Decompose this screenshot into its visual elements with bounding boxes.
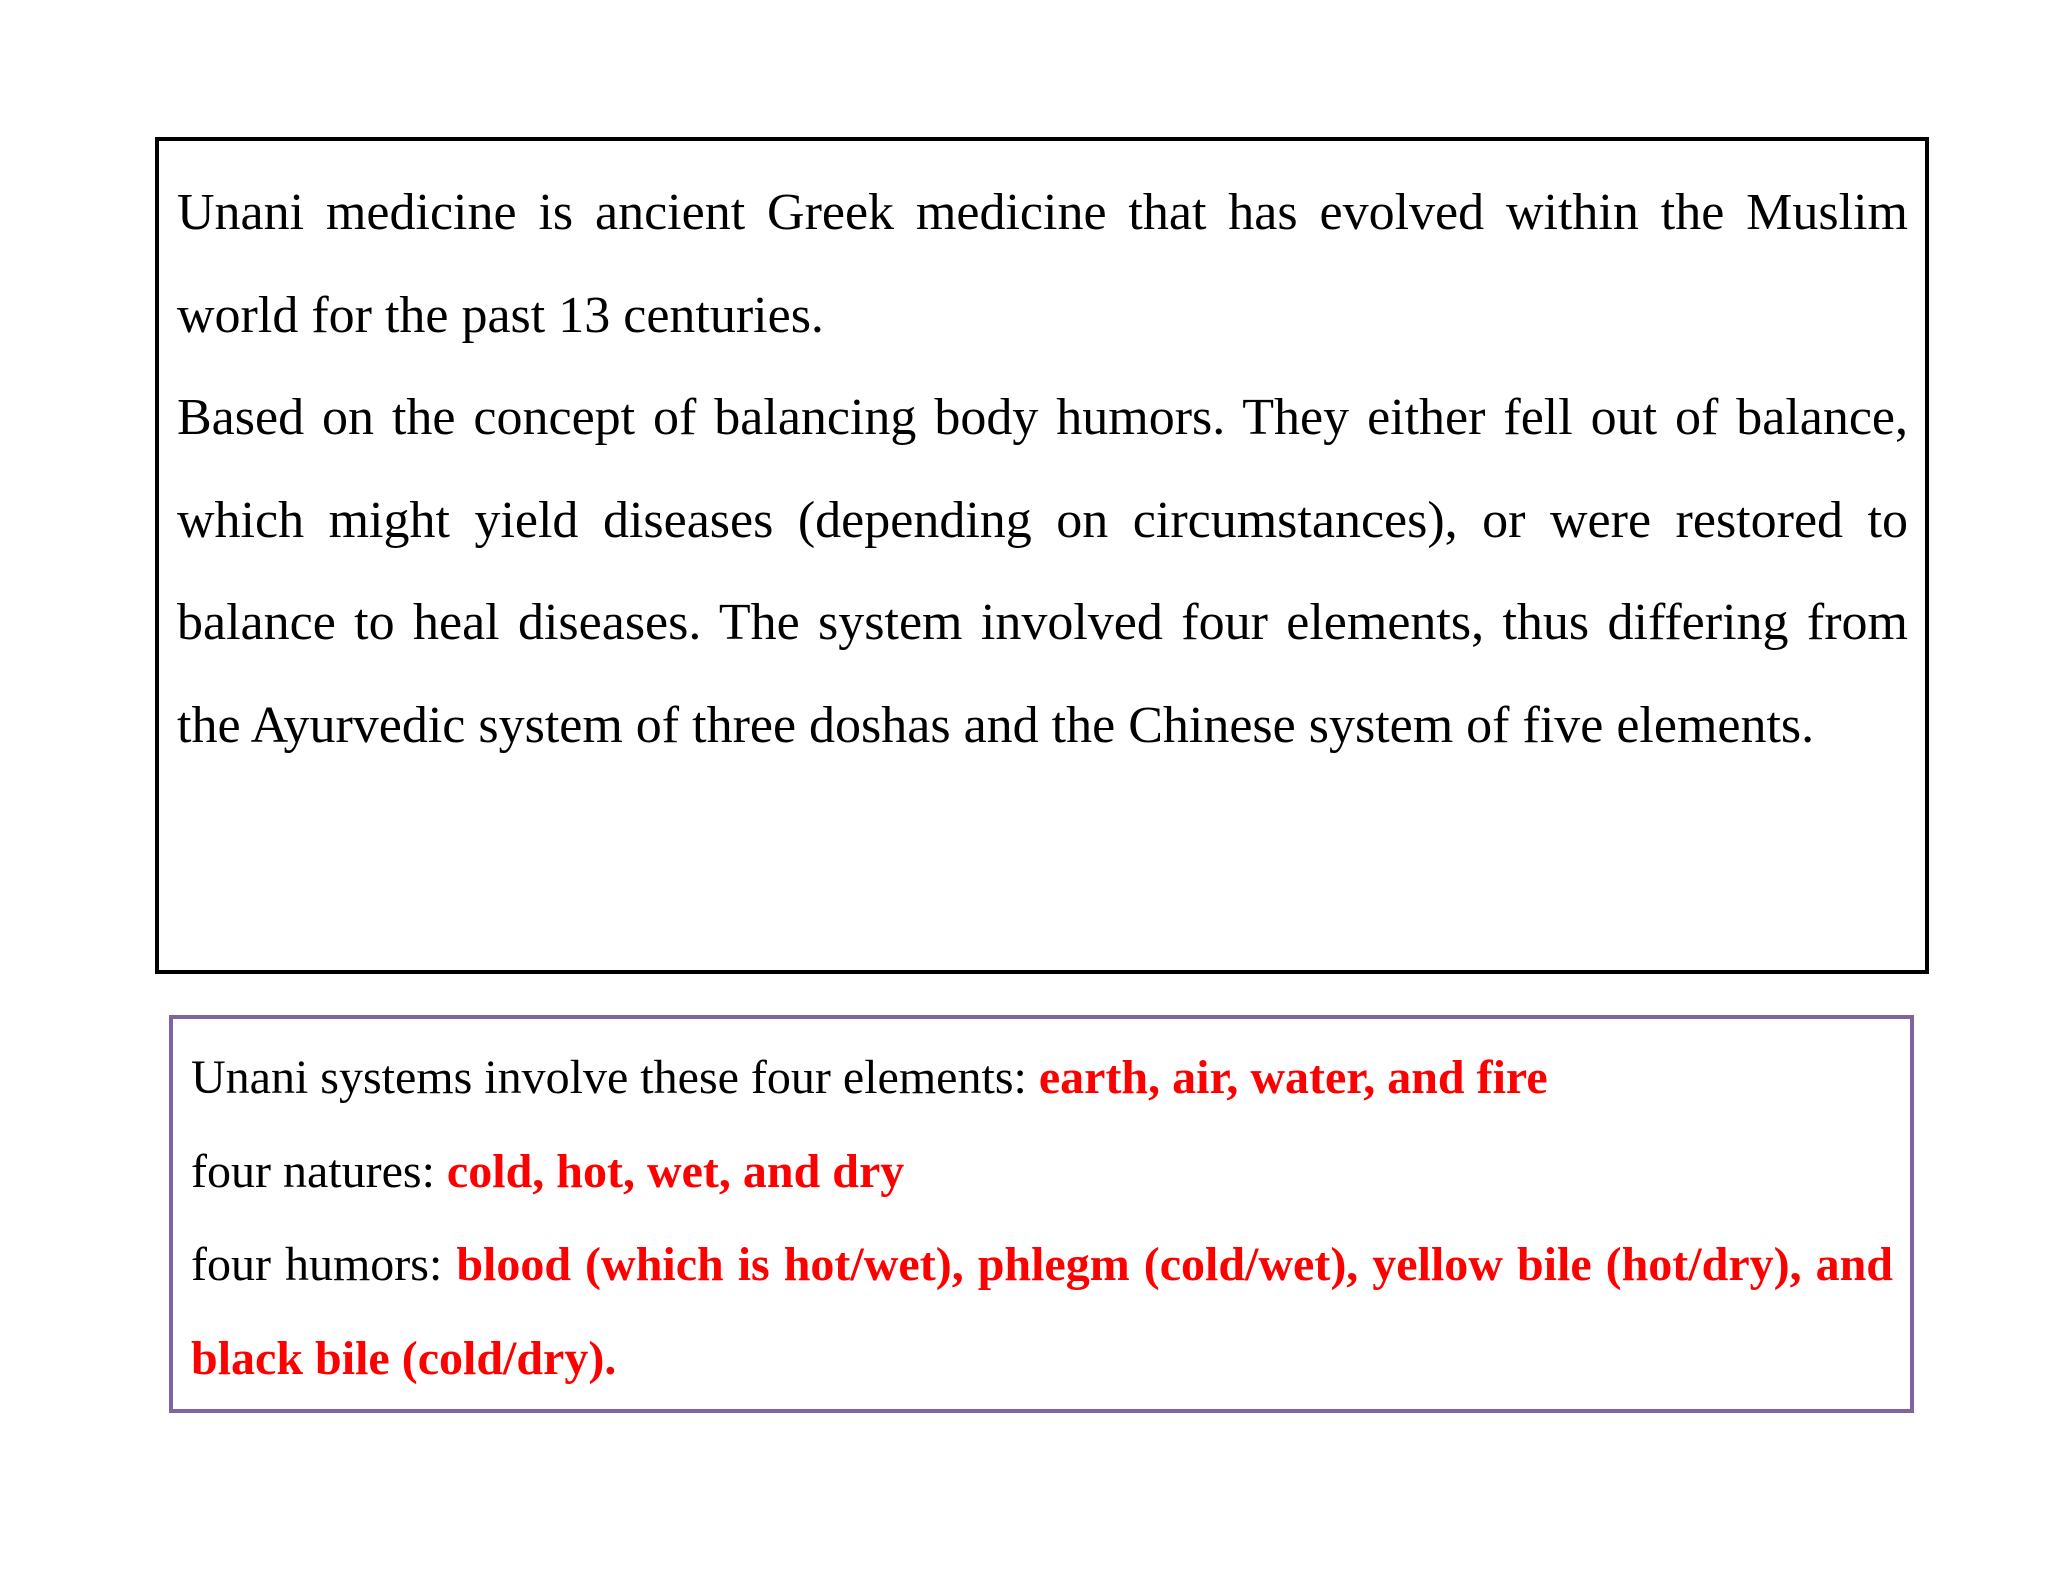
intro-paragraph-unani-origin: Unani medicine is ancient Greek medicine that has evolved within the Muslim world for the past 13 centuries. bbox=[177, 184, 1908, 344]
intro-paragraph-humor-balance: Based on the concept of balancing body humors. They either fell out of balance, which might yield diseases (depending on circumstances), or were restored to balance to heal diseases. The system involved four elements, thus differing from the Ayurvedic system of three doshas and the Chinese system of five elements. bbox=[177, 389, 1908, 754]
elements-value: earth, air, water, and fire bbox=[1038, 1051, 1548, 1104]
summary-text-box bbox=[169, 1015, 1914, 1413]
elements-label: Unani systems involve these four elements: bbox=[191, 1051, 1039, 1104]
humors-value: blood (which is hot/wet), phlegm (cold/wet), yellow bile (hot/dry), and black bile (cold/dry). bbox=[191, 1238, 1893, 1385]
natures-line bbox=[191, 1125, 1893, 1219]
humors-line bbox=[191, 1218, 1893, 1405]
elements-line bbox=[191, 1031, 1893, 1125]
natures-value: cold, hot, wet, and dry bbox=[446, 1144, 905, 1198]
intro-text-box bbox=[155, 137, 1929, 974]
humors-label: four humors: bbox=[191, 1238, 457, 1291]
natures-label: four natures: bbox=[191, 1144, 447, 1198]
